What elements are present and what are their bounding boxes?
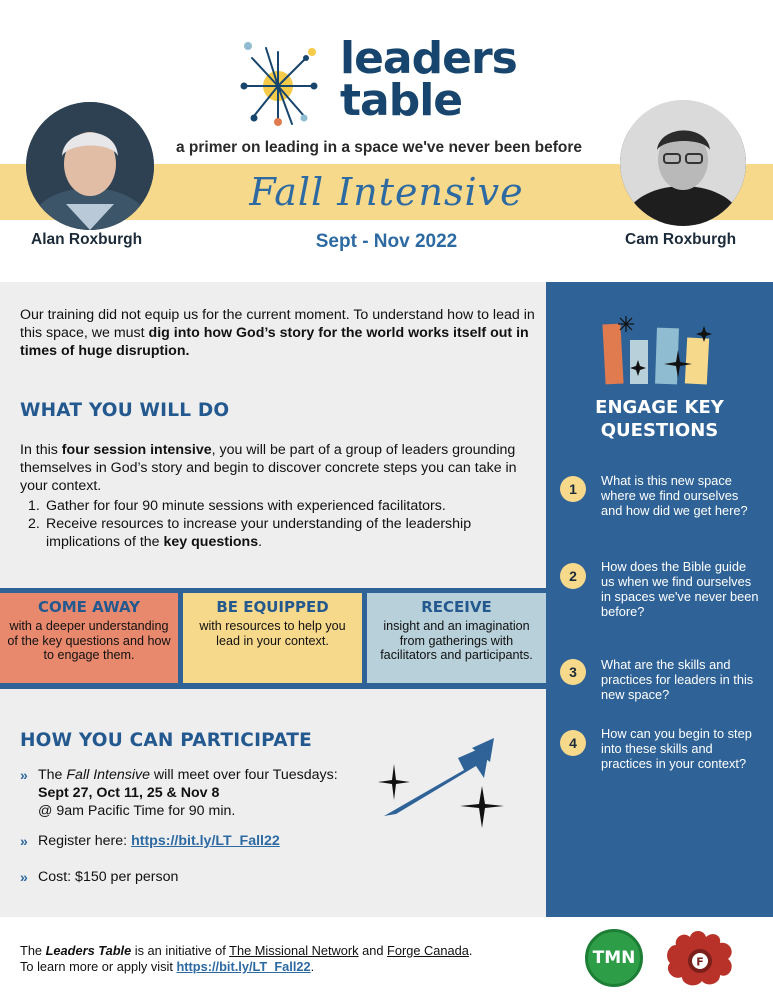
event-dates: Sept - Nov 2022: [315, 231, 458, 252]
starburst-logo-icon: [236, 38, 320, 130]
question-text: How can you begin to step into these skills and practices in your context?: [601, 726, 752, 771]
receive-box: [367, 593, 546, 683]
tmn-logo: TMN: [585, 929, 643, 987]
list-item-text-end: .: [258, 534, 263, 550]
participate-text: The: [38, 767, 67, 783]
list-item-text: Receive resources to increase your understanding of the leadership implications of the: [46, 516, 472, 550]
participate-item-register: [20, 832, 338, 850]
footer-text-part: .: [310, 959, 315, 974]
engage-key-questions-heading: ENGAGE KEY QUESTIONS: [595, 397, 724, 441]
intro-text: Our training did not equip us for the current moment. To understand how to lead in this space, we must: [20, 307, 535, 341]
missional-network-link[interactable]: The Missional Network: [229, 943, 359, 958]
footer-text: [20, 943, 560, 975]
box-title: RECEIVE: [421, 598, 492, 616]
box-body: with a deeper understanding of the key questions and how to engage them.: [7, 619, 171, 662]
left-person-name: Alan Roxburgh: [31, 231, 143, 248]
forge-logo-icon: [660, 927, 738, 989]
how-you-can-participate-heading: HOW YOU CAN PARTICIPATE: [20, 730, 312, 751]
forge-canada-link[interactable]: Forge Canada: [387, 943, 469, 958]
register-link[interactable]: https://bit.ly/LT_Fall22: [131, 833, 280, 849]
chevron-right-icon: »: [20, 869, 28, 885]
logo-wordmark: [340, 33, 517, 126]
chevron-right-icon: »: [20, 833, 28, 849]
footer-text-part: and: [358, 943, 388, 958]
participate-item-schedule: [20, 766, 338, 820]
question-number-badge: 3: [560, 659, 586, 685]
what-body-text: In this: [20, 442, 62, 458]
right-person-name: Cam Roxburgh: [625, 231, 737, 248]
footer-text-part: To learn more or apply visit: [20, 959, 177, 974]
alan-roxburgh-photo: [26, 102, 154, 230]
box-body: insight and an imagination from gatherings with facilitators and participants.: [380, 619, 533, 662]
tagline: a primer on leading in a space we've never been before: [176, 139, 582, 156]
list-item-emphasis: key questions: [163, 534, 259, 550]
what-body-emphasis: four session intensive: [61, 442, 212, 458]
question-text: What are the skills and practices for leaders in this new space?: [601, 657, 754, 702]
footer-text-part: is an initiative of: [131, 943, 230, 958]
footer-text-part: The: [20, 943, 46, 958]
question-number-badge: 1: [560, 476, 586, 502]
footer-text-part: .: [468, 943, 473, 958]
participate-emphasis: Fall Intensive: [66, 767, 150, 783]
what-body: [20, 441, 540, 495]
cost-text: Cost: $150 per person: [38, 869, 179, 885]
box-body: with resources to help you lead in your context.: [199, 619, 346, 648]
participate-time: @ 9am Pacific Time for 90 min.: [38, 803, 236, 819]
be-equipped-box: [183, 593, 362, 683]
question-text: What is this new space where we find ourselves and how did we get here?: [601, 473, 748, 518]
box-title: COME AWAY: [38, 598, 140, 616]
logo-line-2: table: [340, 75, 463, 126]
participate-dates: Sept 27, Oct 11, 25 & Nov 8: [38, 785, 220, 801]
list-number: 1.: [28, 498, 40, 514]
retro-panels-icon: [598, 310, 720, 386]
question-number-badge: 2: [560, 563, 586, 589]
come-away-box: [0, 593, 178, 683]
question-number-badge: 4: [560, 730, 586, 756]
list-number: 2.: [28, 516, 40, 532]
what-you-will-do-heading: WHAT YOU WILL DO: [20, 400, 230, 421]
list-item-text: Gather for four 90 minute sessions with experienced facilitators.: [46, 498, 446, 514]
forge-logo-letter: F: [696, 955, 704, 969]
list-item: [28, 497, 538, 515]
question-text: How does the Bible guide us when we find ourselves in spaces we've never been before?: [601, 559, 759, 619]
chevron-right-icon: »: [20, 767, 28, 783]
cam-roxburgh-photo: [620, 100, 746, 226]
logo-line-1: leaders: [340, 33, 517, 84]
footer-brand: Leaders Table: [45, 943, 132, 958]
event-title: Fall Intensive: [249, 170, 524, 214]
intro-emphasis: dig into how God’s story for the world works itself out in times of huge disruption.: [20, 325, 529, 359]
what-list: [28, 497, 538, 551]
participate-item-cost: [20, 868, 338, 886]
arrow-illustration-icon: [372, 736, 512, 836]
register-label: Register here:: [38, 833, 132, 849]
box-title: BE EQUIPPED: [216, 598, 329, 616]
list-item: [28, 515, 538, 551]
what-body-text-end: , you will be part of a group of leaders grounding themselves in God’s story and begin to discover concrete steps you can take in your context.: [20, 442, 517, 494]
intro-paragraph: [20, 306, 535, 360]
apply-link[interactable]: https://bit.ly/LT_Fall22: [176, 959, 311, 974]
participate-text: will meet over four Tuesdays:: [149, 767, 338, 783]
